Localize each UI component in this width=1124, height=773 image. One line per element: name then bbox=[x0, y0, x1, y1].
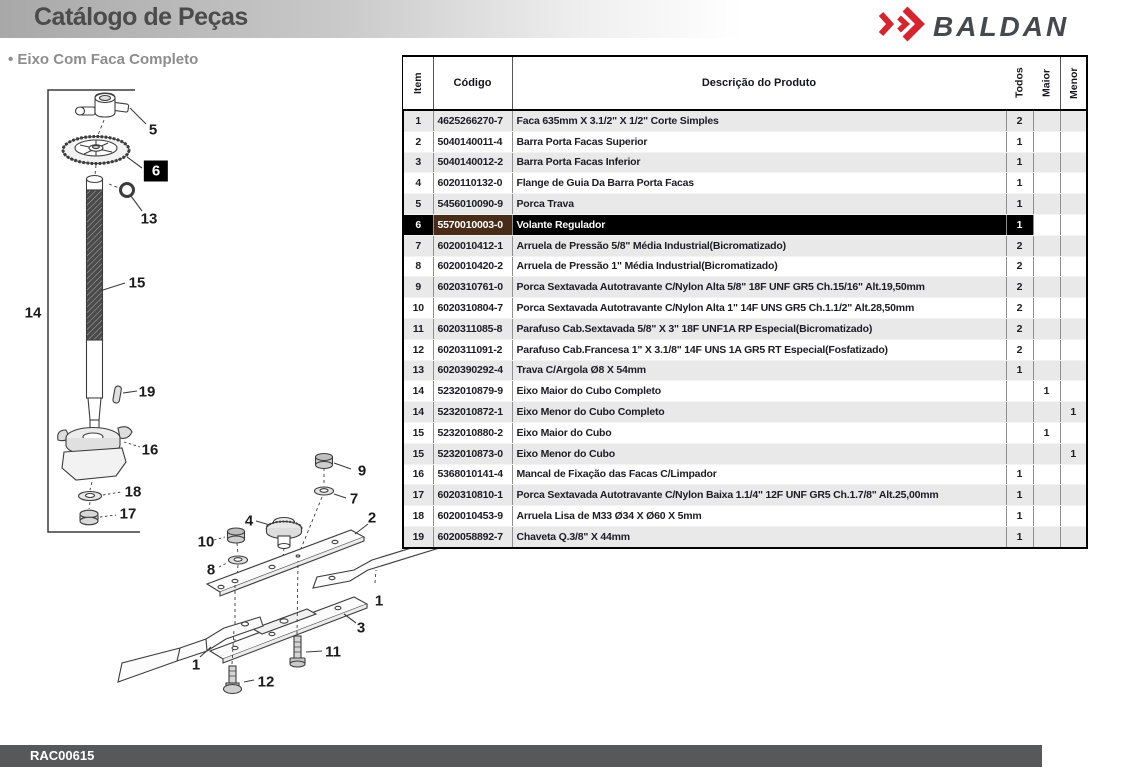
cell-item: 17 bbox=[403, 485, 433, 506]
part-label-17: 17 bbox=[119, 505, 137, 523]
cell-menor bbox=[1060, 464, 1087, 485]
part-label-10: 10 bbox=[197, 533, 215, 551]
cell-maior bbox=[1033, 277, 1060, 298]
cell-maior bbox=[1033, 235, 1060, 256]
col-header-item: Item bbox=[403, 56, 433, 110]
cell-todos: 1 bbox=[1006, 506, 1033, 527]
cell-codigo: 6020010412-1 bbox=[433, 235, 512, 256]
cell-maior bbox=[1033, 526, 1060, 547]
cell-descricao: Faca 635mm X 3.1/2" X 1/2" Corte Simples bbox=[512, 110, 1006, 131]
cell-descricao: Volante Regulador bbox=[512, 214, 1006, 235]
cell-item: 12 bbox=[403, 339, 433, 360]
cell-menor bbox=[1060, 194, 1087, 215]
table-row bbox=[403, 402, 1087, 423]
cell-codigo: 5040140012-2 bbox=[433, 152, 512, 173]
cell-todos: 1 bbox=[1006, 194, 1033, 215]
cell-codigo: 6020390292-4 bbox=[433, 360, 512, 381]
table-row bbox=[403, 173, 1087, 194]
cell-menor bbox=[1060, 131, 1087, 152]
cell-descricao: Barra Porta Facas Inferior bbox=[512, 152, 1006, 173]
cell-todos: 1 bbox=[1006, 214, 1033, 235]
cell-menor bbox=[1060, 298, 1087, 319]
table-row bbox=[403, 318, 1087, 339]
cell-menor bbox=[1060, 422, 1087, 443]
table-header-row bbox=[403, 56, 1087, 110]
cell-descricao: Trava C/Argola Ø8 X 54mm bbox=[512, 360, 1006, 381]
table-row bbox=[403, 194, 1087, 215]
cell-item: 10 bbox=[403, 298, 433, 319]
cell-codigo: 5232010879-9 bbox=[433, 381, 512, 402]
cell-codigo: 4625266270-7 bbox=[433, 110, 512, 131]
cell-item: 16 bbox=[403, 464, 433, 485]
cell-todos bbox=[1006, 402, 1033, 423]
cell-menor bbox=[1060, 339, 1087, 360]
cell-codigo: 5570010003-0 bbox=[433, 214, 512, 235]
cell-menor bbox=[1060, 110, 1087, 131]
brand-name: BALDAN bbox=[933, 10, 1070, 42]
brand-logo bbox=[878, 5, 1069, 48]
cell-todos: 2 bbox=[1006, 318, 1033, 339]
cell-maior bbox=[1033, 152, 1060, 173]
cell-descricao: Parafuso Cab.Sextavada 5/8" X 3" 18F UNF1A RP Especial(Bicromatizado) bbox=[512, 318, 1006, 339]
table-row bbox=[403, 443, 1087, 464]
part-label-1: 1 bbox=[374, 592, 384, 610]
cell-menor bbox=[1060, 277, 1087, 298]
cell-todos bbox=[1006, 381, 1033, 402]
part-label-14: 14 bbox=[24, 304, 42, 322]
cell-menor bbox=[1060, 318, 1087, 339]
cell-item: 18 bbox=[403, 506, 433, 527]
col-header-descricao: Descrição do Produto bbox=[512, 56, 1006, 110]
table-row bbox=[403, 298, 1087, 319]
cell-descricao: Arruela de Pressão 1" Média Industrial(Bicromatizado) bbox=[512, 256, 1006, 277]
cell-codigo: 5232010872-1 bbox=[433, 402, 512, 423]
page-title: Catálogo de Peças bbox=[34, 3, 248, 31]
cell-descricao: Mancal de Fixação das Facas C/Limpador bbox=[512, 464, 1006, 485]
cell-codigo: 5368010141-4 bbox=[433, 464, 512, 485]
cell-maior: 1 bbox=[1033, 381, 1060, 402]
cell-descricao: Porca Trava bbox=[512, 194, 1006, 215]
cell-todos: 1 bbox=[1006, 485, 1033, 506]
cell-maior bbox=[1033, 485, 1060, 506]
part-label-4: 4 bbox=[244, 512, 254, 530]
cell-codigo: 6020010453-9 bbox=[433, 506, 512, 527]
part-label-7: 7 bbox=[349, 490, 359, 508]
part-label-3: 3 bbox=[356, 619, 366, 637]
cell-codigo: 6020058892-7 bbox=[433, 526, 512, 547]
cell-codigo: 6020310804-7 bbox=[433, 298, 512, 319]
cell-maior bbox=[1033, 256, 1060, 277]
table-row bbox=[403, 235, 1087, 256]
table-row bbox=[403, 152, 1087, 173]
cell-menor bbox=[1060, 235, 1087, 256]
cell-menor bbox=[1060, 381, 1087, 402]
col-header-maior: Maior bbox=[1033, 56, 1060, 110]
cell-todos: 1 bbox=[1006, 173, 1033, 194]
part-label-15: 15 bbox=[128, 274, 146, 292]
table-row bbox=[403, 360, 1087, 381]
part-label-2: 2 bbox=[367, 509, 377, 527]
cell-item: 14 bbox=[403, 381, 433, 402]
cell-menor bbox=[1060, 214, 1087, 235]
cell-maior bbox=[1033, 339, 1060, 360]
cell-todos: 2 bbox=[1006, 110, 1033, 131]
cell-item: 2 bbox=[403, 131, 433, 152]
cell-item: 15 bbox=[403, 422, 433, 443]
cell-item: 19 bbox=[403, 526, 433, 547]
cell-menor bbox=[1060, 360, 1087, 381]
cell-item: 15 bbox=[403, 443, 433, 464]
cell-todos bbox=[1006, 422, 1033, 443]
cell-todos: 1 bbox=[1006, 131, 1033, 152]
section-subtitle: • Eixo Com Faca Completo bbox=[8, 51, 199, 68]
cell-menor bbox=[1060, 506, 1087, 527]
table-row bbox=[403, 256, 1087, 277]
part-label-13: 13 bbox=[140, 210, 158, 228]
cell-descricao: Arruela de Pressão 5/8" Média Industrial(Bicromatizado) bbox=[512, 235, 1006, 256]
table-row bbox=[403, 422, 1087, 443]
cell-codigo: 5456010090-9 bbox=[433, 194, 512, 215]
cell-todos: 1 bbox=[1006, 526, 1033, 547]
cell-descricao: Porca Sextavada Autotravante C/Nylon Baixa 1.1/4" 12F UNF GR5 Ch.1.7/8" Alt.25,00mm bbox=[512, 485, 1006, 506]
cell-codigo: 6020310810-1 bbox=[433, 485, 512, 506]
cell-todos: 2 bbox=[1006, 256, 1033, 277]
cell-todos bbox=[1006, 443, 1033, 464]
cell-descricao: Flange de Guia Da Barra Porta Facas bbox=[512, 173, 1006, 194]
cell-maior bbox=[1033, 214, 1060, 235]
cell-todos: 1 bbox=[1006, 152, 1033, 173]
cell-maior bbox=[1033, 318, 1060, 339]
cell-todos: 2 bbox=[1006, 298, 1033, 319]
cell-todos: 1 bbox=[1006, 464, 1033, 485]
cell-maior bbox=[1033, 173, 1060, 194]
table-row bbox=[403, 277, 1087, 298]
cell-item: 6 bbox=[403, 214, 433, 235]
cell-descricao: Eixo Maior do Cubo bbox=[512, 422, 1006, 443]
table-row bbox=[403, 485, 1087, 506]
cell-codigo: 5232010873-0 bbox=[433, 443, 512, 464]
parts-table bbox=[402, 55, 1088, 549]
part-label-18: 18 bbox=[124, 483, 142, 501]
cell-menor bbox=[1060, 152, 1087, 173]
cell-descricao: Arruela Lisa de M33 Ø34 X Ø60 X 5mm bbox=[512, 506, 1006, 527]
cell-descricao: Eixo Maior do Cubo Completo bbox=[512, 381, 1006, 402]
cell-codigo: 6020110132-0 bbox=[433, 173, 512, 194]
cell-menor bbox=[1060, 173, 1087, 194]
cell-item: 11 bbox=[403, 318, 433, 339]
cell-item: 8 bbox=[403, 256, 433, 277]
cell-item: 9 bbox=[403, 277, 433, 298]
table-row bbox=[403, 381, 1087, 402]
cell-item: 5 bbox=[403, 194, 433, 215]
part-label-6: 6 bbox=[144, 161, 168, 182]
part-label-12: 12 bbox=[257, 673, 275, 691]
cell-menor: 1 bbox=[1060, 443, 1087, 464]
cell-descricao: Porca Sextavada Autotravante C/Nylon Alta 1" 14F UNS GR5 Ch.1.1/2" Alt.28,50mm bbox=[512, 298, 1006, 319]
cell-maior bbox=[1033, 464, 1060, 485]
part-label-16: 16 bbox=[141, 441, 159, 459]
table-row bbox=[403, 464, 1087, 485]
cell-descricao: Porca Sextavada Autotravante C/Nylon Alta 5/8" 18F UNF GR5 Ch.15/16" Alt.19,50mm bbox=[512, 277, 1006, 298]
col-header-codigo: Código bbox=[433, 56, 512, 110]
cell-codigo: 6020010420-2 bbox=[433, 256, 512, 277]
cell-maior bbox=[1033, 443, 1060, 464]
footer-code: RAC00615 bbox=[30, 748, 95, 763]
cell-todos: 2 bbox=[1006, 235, 1033, 256]
part-label-5: 5 bbox=[148, 121, 158, 139]
cell-maior bbox=[1033, 194, 1060, 215]
cell-descricao: Eixo Menor do Cubo bbox=[512, 443, 1006, 464]
table-row bbox=[403, 506, 1087, 527]
part-label-11: 11 bbox=[325, 643, 341, 661]
cell-item: 7 bbox=[403, 235, 433, 256]
col-header-todos: Todos bbox=[1006, 56, 1033, 110]
cell-item: 4 bbox=[403, 173, 433, 194]
cell-maior bbox=[1033, 506, 1060, 527]
cell-maior: 1 bbox=[1033, 422, 1060, 443]
cell-descricao: Parafuso Cab.Francesa 1" X 3.1/8" 14F UNS 1A GR5 RT Especial(Fosfatizado) bbox=[512, 339, 1006, 360]
cell-menor: 1 bbox=[1060, 402, 1087, 423]
cell-descricao: Barra Porta Facas Superior bbox=[512, 131, 1006, 152]
cell-menor bbox=[1060, 526, 1087, 547]
cell-maior bbox=[1033, 402, 1060, 423]
parts-table-body bbox=[403, 110, 1087, 548]
table-row bbox=[403, 526, 1087, 547]
cell-todos: 1 bbox=[1006, 360, 1033, 381]
cell-item: 1 bbox=[403, 110, 433, 131]
col-header-menor: Menor bbox=[1060, 56, 1087, 110]
part-label-9: 9 bbox=[357, 462, 367, 480]
cell-menor bbox=[1060, 256, 1087, 277]
cell-maior bbox=[1033, 131, 1060, 152]
cell-maior bbox=[1033, 110, 1060, 131]
baldan-logo-icon bbox=[878, 5, 926, 48]
cell-menor bbox=[1060, 485, 1087, 506]
cell-maior bbox=[1033, 360, 1060, 381]
part-label-19: 19 bbox=[138, 383, 156, 401]
part-label-1: 1 bbox=[191, 656, 201, 674]
cell-descricao: Eixo Menor do Cubo Completo bbox=[512, 402, 1006, 423]
cell-item: 13 bbox=[403, 360, 433, 381]
cell-codigo: 5232010880-2 bbox=[433, 422, 512, 443]
table-row bbox=[403, 339, 1087, 360]
cell-codigo: 6020311085-8 bbox=[433, 318, 512, 339]
table-row bbox=[403, 110, 1087, 131]
footer-bar bbox=[0, 745, 1042, 767]
cell-descricao: Chaveta Q.3/8" X 44mm bbox=[512, 526, 1006, 547]
cell-codigo: 5040140011-4 bbox=[433, 131, 512, 152]
cell-item: 3 bbox=[403, 152, 433, 173]
cell-todos: 2 bbox=[1006, 339, 1033, 360]
cell-todos: 2 bbox=[1006, 277, 1033, 298]
cell-codigo: 6020310761-0 bbox=[433, 277, 512, 298]
part-label-8: 8 bbox=[206, 561, 216, 579]
cell-codigo: 6020311091-2 bbox=[433, 339, 512, 360]
table-row bbox=[403, 214, 1087, 235]
cell-maior bbox=[1033, 298, 1060, 319]
table-row bbox=[403, 131, 1087, 152]
cell-item: 14 bbox=[403, 402, 433, 423]
